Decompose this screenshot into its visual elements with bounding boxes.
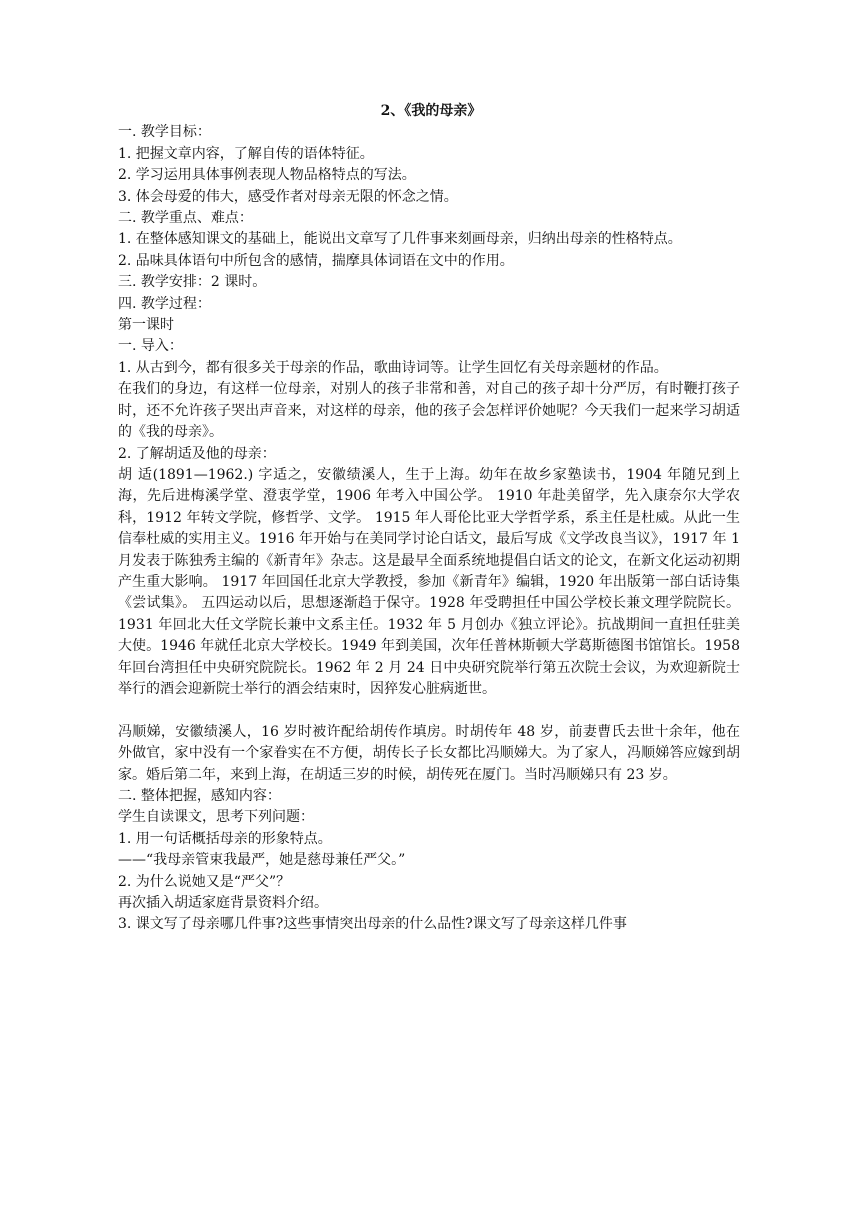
feng-shundi-biography: 冯顺娣，安徽绩溪人，16 岁时被许配给胡传作填房。时胡传年 48 岁，前妻曹氏去世十余年，他在外做官，家中没有一个家眷实在不方便，胡传长子长女都比冯顺娣大。为了家人，冯顺娣答应嫁到胡家。婚后第二年，来到上海，在胡适三岁的时候，胡传死在厦门。当时冯顺娣只有 23 岁。 bbox=[118, 723, 740, 783]
heading-overall-grasp: 二. 整体把握，感知内容： bbox=[118, 787, 281, 804]
question-3: 3. 课文写了母亲哪几件事?这些事情突出母亲的什么品性?课文写了母亲这样几件事 bbox=[118, 916, 627, 933]
question-2: 2. 为什么说她又是“严父”？ bbox=[118, 873, 291, 890]
blank-line bbox=[118, 700, 740, 721]
heading-schedule: 三. 教学安排：2 课时。 bbox=[118, 274, 267, 291]
document-body bbox=[118, 101, 740, 936]
intro-paragraph: 在我们的身边，有这样一位母亲，对别人的孩子非常和善，对自己的孩子却十分严厉，有时鞭打孩子时，还不允许孩子哭出声音来，对这样的母亲，他的孩子会怎样评价她呢？今天我们一起来学习胡适的《我的母亲》。 bbox=[118, 381, 740, 441]
objective-3: 3. 体会母爱的伟大，感受作者对母亲无限的怀念之情。 bbox=[118, 188, 458, 205]
heading-objectives: 一. 教学目标： bbox=[118, 124, 211, 141]
heading-introduction: 一. 导入： bbox=[118, 338, 183, 355]
question-1: 1. 用一句话概括母亲的形象特点。 bbox=[118, 830, 332, 847]
key-point-2: 2. 品味具体语句中所包含的感情，揣摩具体词语在文中的作用。 bbox=[118, 252, 514, 269]
answer-2: 再次插入胡适家庭背景资料介绍。 bbox=[118, 895, 328, 912]
answer-1: ——“我母亲管束我最严，她是慈母兼任严父。” bbox=[118, 852, 406, 869]
document-title: 2、《我的母亲》 bbox=[380, 103, 482, 119]
objective-1: 1. 把握文章内容，了解自传的语体特征。 bbox=[118, 145, 374, 162]
hu-shi-biography: 胡 适(1891—1962.) 字适之，安徽绩溪人，生于上海。幼年在故乡家塾读书，1904 年随兄到上海，先后进梅溪学堂、澄衷学堂，1906 年考入中国公学。 1910 年赴美留学，先入康奈尔大学农科，1912 年转文学院，修哲学、文学。 1915 年人哥伦比亚大学哲学系，系主任是杜威。从此一生信奉杜威的实用主义。1916 年开始与在美同学讨论白话文，最后写成《文学改良当议》，1917 年 1 月发表于陈独秀主编的《新青年》杂志。这是最早全面系统地提倡白话文的论文，在新文化运动初期产生重大影响。 1917 年回国任北京大学教授，参加《新青年》编辑，1920 年出版第一部白话诗集《尝试集》。 五四运动以后，思想逐渐趋于保守。1928 年受聘担任中国公学校长兼文理学院院长。1931 年回北大任文学院长兼中文系主任。1932 年 5 月创办《独立评论》。抗战期间一直担任驻美大使。1946 年就任北京大学校长。1949 年到美国，次年任普林斯顿大学葛斯德图书馆馆长。1958 年回台湾担任中央研究院院长。1962 年 2 月 24 日中央研究院举行第五次院士会议，为欢迎新院士举行的酒会迎新院士举行的酒会结束时，因猝发心脏病逝世。 bbox=[118, 466, 740, 697]
objective-2: 2. 学习运用具体事例表现人物品格特点的写法。 bbox=[118, 167, 416, 184]
key-point-1: 1. 在整体感知课文的基础上，能说出文章写了几件事来刻画母亲，归纳出母亲的性格特点。 bbox=[118, 231, 682, 248]
lesson-one-label: 第一课时 bbox=[118, 317, 174, 334]
intro-item-1: 1. 从古到今，都有很多关于母亲的作品，歌曲诗词等。让学生回忆有关母亲题材的作品。 bbox=[118, 359, 668, 376]
heading-process: 四. 教学过程： bbox=[118, 295, 211, 312]
reading-instruction: 学生自读课文，思考下列问题： bbox=[118, 809, 314, 826]
intro-item-2: 2. 了解胡适及他的母亲： bbox=[118, 445, 276, 462]
heading-key-points: 二. 教学重点、难点： bbox=[118, 210, 253, 227]
